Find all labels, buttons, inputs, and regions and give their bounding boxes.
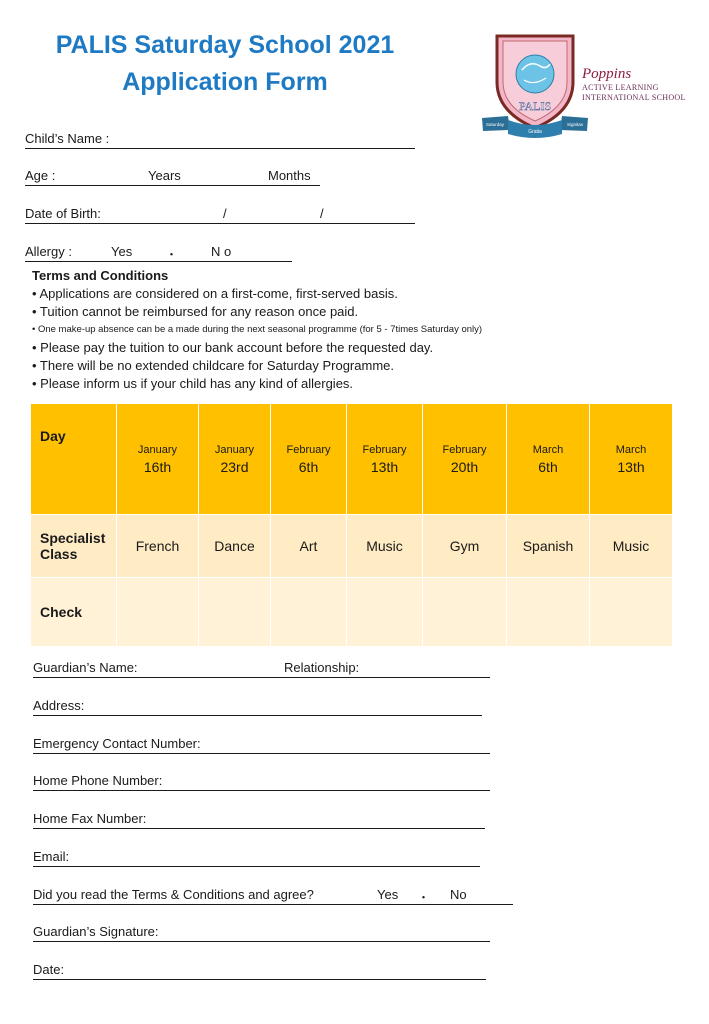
terms-item: • Applications are considered on a first-come, first-served basis. [32,286,398,301]
specialist-class-row [31,515,673,578]
check-cell[interactable] [271,578,347,647]
session-date [507,404,590,515]
session-day: 6th [538,458,558,475]
agree-separator-dot: ・ [417,890,431,905]
email-label: Email: [33,849,70,864]
palis-crest-logo [480,30,590,140]
schedule-table [30,403,673,647]
emergency-contact-field[interactable] [33,736,490,754]
form-subtitle: Application Form [122,68,328,96]
check-header: Check [31,578,117,647]
session-month: March [615,443,647,456]
ribbon-left-text: Saturday [485,122,505,127]
terms-agreement-question: Did you read the Terms & Conditions and agree? [33,887,314,902]
session-month: February [442,443,487,456]
session-date [347,404,423,515]
agree-no-option[interactable]: No [450,887,467,902]
specialist-class-header [31,515,117,578]
allergy-field[interactable] [25,244,292,262]
guardian-signature-field[interactable] [33,924,490,942]
session-date [271,404,347,515]
email-field[interactable] [33,849,480,867]
check-row [31,578,673,647]
date-field[interactable] [33,962,486,980]
home-phone-label: Home Phone Number: [33,773,163,788]
session-month: March [532,443,564,456]
session-date [590,404,673,515]
session-day: 13th [617,458,645,475]
check-cell[interactable] [507,578,590,647]
form-title: PALIS Saturday School 2021 [55,31,395,59]
dob-label: Date of Birth: [25,206,101,221]
age-field[interactable] [25,168,320,186]
class-cell: Gym [423,515,507,578]
terms-item: • One make-up absence can be a made during the next seasonal programme (for 5 - 7times Saturday only) [32,324,483,335]
session-month: February [362,443,407,456]
terms-item: • Please pay the tuition to our bank account before the requested day. [32,340,434,355]
class-cell: Dance [199,515,271,578]
session-day: 16th [143,458,172,475]
terms-and-conditions [32,268,482,393]
school-brand [582,66,686,103]
session-date [423,404,507,515]
class-cell: Spanish [507,515,590,578]
allergy-label: Allergy : [25,244,72,259]
terms-item: • Please inform us if your child has any kind of allergies. [32,376,354,391]
home-fax-label: Home Fax Number: [33,811,147,826]
session-day: 13th [370,458,399,475]
guardian-signature-label: Guardian’s Signature: [33,924,159,939]
day-header: Day [31,404,117,515]
age-years-label: Years [148,168,181,183]
class-header-line: Class [40,546,78,562]
age-label: Age : [25,168,56,183]
session-month: February [286,443,331,456]
session-day: 23rd [220,458,249,475]
terms-item: • There will be no extended childcare for Saturday Programme. [32,358,394,373]
date-of-birth-field[interactable] [25,206,415,224]
class-header-line: Specialist [40,530,106,546]
emergency-contact-label: Emergency Contact Number: [33,736,201,751]
child-name-field[interactable] [25,131,415,149]
terms-item: • Tuition cannot be reimbursed for any reason once paid. [32,304,359,319]
home-fax-field[interactable] [33,811,485,829]
class-cell: French [117,515,199,578]
address-label: Address: [33,698,85,713]
check-cell[interactable] [117,578,199,647]
check-cell[interactable] [423,578,507,647]
day-row [31,404,673,515]
brand-line-2: INTERNATIONAL SCHOOL [582,93,686,102]
terms-agreement-field[interactable] [33,887,513,905]
age-months-label: Months [268,168,311,183]
allergy-no-option[interactable]: N o [211,244,232,259]
dob-separator: / [320,206,324,221]
session-day: 20th [450,458,479,475]
ribbon-right-text: Signitas [566,122,584,127]
allergy-yes-option[interactable]: Yes [111,244,133,259]
child-name-label: Child’s Name : [25,131,110,146]
brand-line-1: ACTIVE LEARNING [582,83,659,92]
check-cell[interactable] [590,578,673,647]
date-label: Date: [33,962,65,977]
allergy-separator-dot: ・ [165,247,179,262]
address-field[interactable] [33,698,482,716]
home-phone-field[interactable] [33,773,490,791]
dob-separator: / [223,206,227,221]
session-date [117,404,199,515]
brand-name: Poppins [582,66,632,82]
session-date [199,404,271,515]
check-cell[interactable] [347,578,423,647]
class-cell: Art [271,515,347,578]
session-month: January [214,443,255,456]
agree-yes-option[interactable]: Yes [377,887,399,902]
relationship-label: Relationship: [284,660,360,675]
ribbon-center-text: Gratia [528,129,542,135]
class-cell: Music [590,515,673,578]
crest-text: PALIS [518,99,552,113]
check-cell[interactable] [199,578,271,647]
terms-heading: Terms and Conditions [32,268,169,283]
guardian-name-field[interactable] [33,660,490,678]
session-day: 6th [298,458,319,475]
session-month: January [137,443,178,456]
class-cell: Music [347,515,423,578]
guardian-name-label: Guardian’s Name: [33,660,138,675]
